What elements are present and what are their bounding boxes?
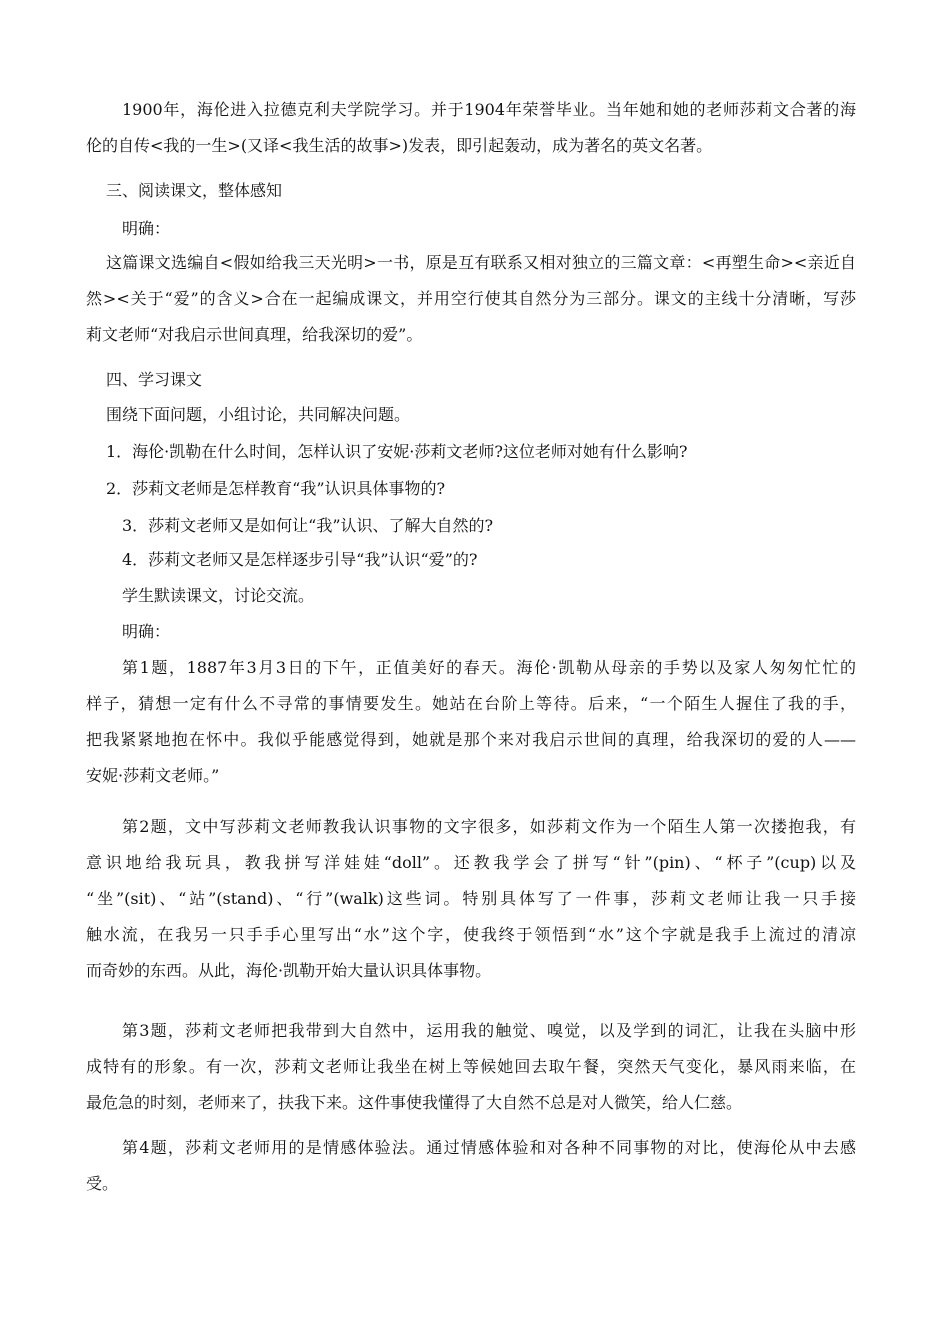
text-line: 第1题，1887年3月3日的下午，正值美好的春天。海伦·凯勒从母亲的手势以及家人匆匆忙忙的 [122, 658, 856, 677]
heading-text: 三、阅读课文，整体感知 [106, 181, 283, 200]
text-line: 把我紧紧地抱在怀中。我似乎能感觉得到，她就是那个来对我启示世间的真理，给我深切的爱的人—— [86, 730, 856, 749]
text-line: 成特有的形象。有一次，莎莉文老师让我坐在树上等候她回去取午餐，突然天气变化，暴风雨来临，在 [86, 1057, 856, 1076]
students-activity [86, 578, 856, 614]
text-line: 第2题，文中写莎莉文老师教我认识事物的文字很多，如莎莉文作为一个陌生人第一次搂抱我，有 [122, 817, 856, 836]
discussion-intro [86, 397, 856, 433]
text-line: 而奇妙的东西。从此，海伦·凯勒开始大量认识具体事物。 [86, 961, 492, 980]
label-text: 明确： [122, 622, 171, 641]
question-3 [86, 508, 856, 544]
question-4 [86, 542, 856, 578]
text-line: 受。 [86, 1174, 119, 1193]
paragraph-overview [86, 245, 856, 353]
text-line: 样子，猜想一定有什么不寻常的事情要发生。她站在台阶上等待。后来，“一个陌生人握住了我的手， [86, 694, 856, 713]
label-text: 明确： [122, 219, 171, 238]
text-line: 触水流，在我另一只手手心里写出“水”这个字，使我终于领悟到“水”这个字就是我手上流过的清凉 [86, 925, 856, 944]
text-line: 伦的自传<我的一生>(又译<我生活的故事>)发表，即引起轰动，成为著名的英文名著。 [86, 136, 713, 155]
mingque-label-2 [86, 614, 856, 650]
text-line: 4．莎莉文老师又是怎样逐步引导“我”认识“爱”的? [122, 550, 478, 569]
text-line: 1900年，海伦进入拉德克利夫学院学习。并于1904年荣誉毕业。当年她和她的老师莎莉文合著的海 [122, 100, 856, 119]
text-line: 3．莎莉文老师又是如何让“我”认识、了解大自然的? [122, 516, 494, 535]
text-line: 意识地给我玩具，教我拼写洋娃娃“doll”。还教我学会了拼写“针”(pin)、“杯子”(cup)以及 [86, 853, 856, 872]
section-heading-3 [86, 173, 856, 209]
answer-2 [86, 809, 856, 989]
text-line: 这篇课文选编自<假如给我三天光明>一书，原是互有联系又相对独立的三篇文章：<再塑生命><亲近自 [106, 253, 856, 272]
text-line: “坐”(sit)、“站”(stand)、“行”(walk)这些词。特别具体写了一件事，莎莉文老师让我一只手接 [86, 889, 856, 908]
answer-1 [86, 650, 856, 794]
answer-4 [86, 1130, 856, 1202]
paragraph-biography [86, 92, 856, 164]
text-line: 学生默读课文，讨论交流。 [122, 586, 315, 605]
text-line: 围绕下面问题，小组讨论，共同解决问题。 [106, 405, 411, 424]
text-line: 然><关于“爱”的含义>合在一起编成课文，并用空行使其自然分为三部分。课文的主线十分清晰，写莎 [86, 289, 856, 308]
text-line: 莉文老师“对我启示世间真理，给我深切的爱”。 [86, 325, 423, 344]
heading-text: 四、学习课文 [106, 370, 203, 389]
text-line: 1．海伦·凯勒在什么时间，怎样认识了安妮·莎莉文老师?这位老师对她有什么影响? [106, 442, 688, 461]
question-1 [86, 434, 856, 470]
text-line: 第4题，莎莉文老师用的是情感体验法。通过情感体验和对各种不同事物的对比，使海伦从中去感 [122, 1138, 856, 1157]
answer-3 [86, 1013, 856, 1121]
text-line: 最危急的时刻，老师来了，扶我下来。这件事使我懂得了大自然不总是对人微笑，给人仁慈。 [86, 1093, 743, 1112]
text-line: 第3题，莎莉文老师把我带到大自然中，运用我的触觉、嗅觉，以及学到的词汇，让我在头脑中形 [122, 1021, 856, 1040]
mingque-label-1 [86, 211, 856, 247]
text-line: 安妮·莎莉文老师。” [86, 766, 220, 785]
section-heading-4 [86, 362, 856, 398]
text-line: 2．莎莉文老师是怎样教育“我”认识具体事物的? [106, 479, 446, 498]
question-2 [86, 471, 856, 507]
